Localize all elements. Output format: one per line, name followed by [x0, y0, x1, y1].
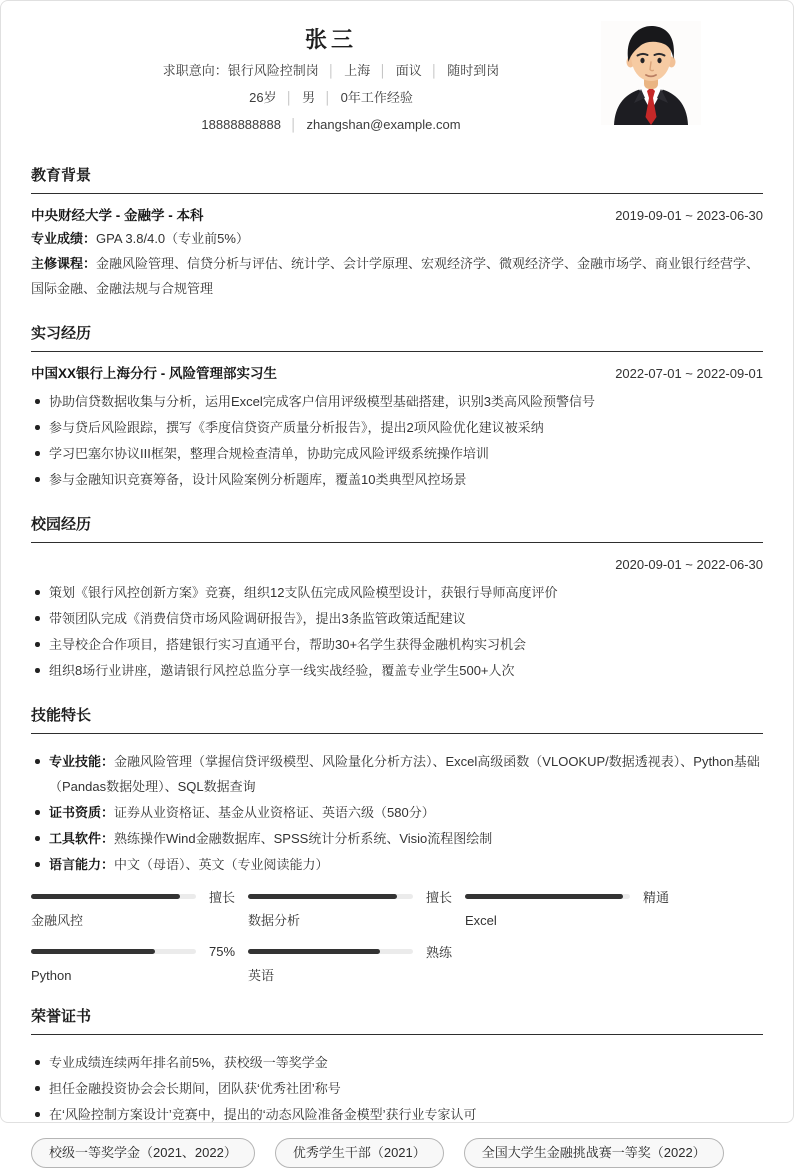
bullet-item	[31, 632, 763, 657]
work-experience-years: 0年工作经验	[340, 90, 413, 105]
bullet-icon	[35, 399, 40, 404]
bullet-text: 参与贷后风险跟踪，撰写《季度信贷资产质量分析报告》，提出2项风险优化建议被采纳	[49, 420, 544, 435]
bullet-text: 组织8场行业讲座，邀请银行风控总监分享一线实战经验，覆盖专业学生500+人次	[49, 663, 515, 678]
skill-level-label: 75%	[209, 943, 236, 959]
bullet-text: 学习巴塞尔协议III框架，整理合规检查清单，协助完成风险评级系统操作培训	[49, 446, 489, 461]
courses-value: 金融风险管理、信贷分析与评估、统计学、会计学原理、宏观经济学、微观经济学、金融市场学、商业银行经营学、国际金融、金融法规与合规管理	[31, 256, 760, 296]
section-skills	[31, 706, 763, 984]
bullet-icon	[35, 862, 40, 867]
skill-bar-fill	[248, 949, 380, 954]
skill-name: 金融风控	[31, 913, 84, 928]
gpa-row	[31, 226, 763, 251]
internship-bullet-list	[31, 389, 763, 492]
skill-bar-fill	[465, 894, 623, 899]
honors-body	[31, 1035, 763, 1168]
skill-bar	[31, 887, 248, 929]
divider-bar: │	[430, 64, 439, 78]
bullet-icon	[35, 590, 40, 595]
bullet-item	[31, 467, 763, 492]
skill-bar-row	[31, 887, 248, 905]
skill-label: 证书资质：	[49, 805, 115, 820]
skill-bar-fill	[248, 894, 397, 899]
bullet-item	[31, 658, 763, 683]
bullet-text: 专业成绩连续两年排名前5%，获校级一等奖学金	[49, 1055, 328, 1070]
header-text-block	[31, 27, 631, 134]
divider-bar: │	[327, 64, 336, 78]
resume-header	[31, 1, 763, 143]
candidate-name: 张三	[304, 27, 357, 52]
campus-entry-head	[31, 555, 763, 575]
skill-bar-fill	[31, 949, 155, 954]
honor-tag-badge: 全国大学生金融挑战赛一等奖（2022）	[464, 1138, 724, 1168]
bullet-item	[31, 826, 763, 851]
honor-tags	[31, 1138, 763, 1168]
bullet-item	[31, 749, 763, 799]
skill-name: Python	[31, 968, 72, 983]
bullet-text: 担任金融投资协会会长期间，团队获‘优秀社团’称号	[49, 1081, 341, 1096]
age: 26岁	[249, 90, 277, 105]
skill-text: 中文（母语）、英文（专业阅读能力）	[114, 857, 329, 872]
honor-tag-badge: 优秀学生干部（2021）	[275, 1138, 444, 1168]
gpa-value: GPA 3.8/4.0（专业前5%）	[96, 231, 249, 246]
skills-bullet-list	[31, 749, 763, 877]
internship-date-range: 2022-07-01 ~ 2022-09-01	[615, 366, 763, 381]
skill-level-label: 擅长	[209, 889, 236, 905]
bullet-icon	[35, 477, 40, 482]
bullet-text: 在‘风险控制方案设计’竞赛中，提出的‘动态风险准备金模型’获行业专家认可	[49, 1107, 477, 1122]
skill-text: 证券从业资格证、基金从业资格证、英语六级（580分）	[114, 805, 435, 820]
bullet-item	[31, 1076, 763, 1101]
bullet-icon	[35, 1060, 40, 1065]
bullet-icon	[35, 1112, 40, 1117]
skill-bar-track	[465, 894, 630, 899]
bullet-text: 协助信贷数据收集与分析，运用Excel完成客户信用评级模型基础搭建，识别3类高风险预警信号	[49, 394, 596, 409]
skill-bar	[248, 887, 465, 929]
education-entry-head	[31, 206, 763, 226]
section-title-internship: 实习经历	[31, 324, 763, 352]
skill-level-label: 擅长	[426, 889, 453, 905]
bullet-item	[31, 441, 763, 466]
skill-bar-track	[248, 894, 413, 899]
campus-body	[31, 543, 763, 683]
divider-bar: │	[289, 118, 298, 132]
avatar-illustration	[601, 21, 701, 125]
skill-bars-grid	[31, 887, 763, 984]
skill-label: 工具软件：	[49, 831, 115, 846]
skill-bar	[465, 887, 682, 929]
bullet-text: 带领团队完成《消费信贷市场风险调研报告》，提出3条监管政策适配建议	[49, 611, 466, 626]
bullet-icon	[35, 451, 40, 456]
personal-info-line	[31, 89, 631, 107]
skill-bar-row	[248, 887, 465, 905]
skill-bar-track	[248, 949, 413, 954]
phone-number: 18888888888	[201, 117, 281, 132]
campus-bullet-list	[31, 580, 763, 683]
divider-bar: │	[379, 64, 387, 78]
bullet-item	[31, 389, 763, 414]
bullet-item	[31, 800, 763, 825]
skill-bar-track	[31, 949, 196, 954]
section-education	[31, 166, 763, 301]
email-address: zhangshan@example.com	[306, 117, 461, 132]
skill-name: 英语	[248, 968, 275, 983]
skill-name: 数据分析	[248, 913, 301, 928]
bullet-item	[31, 415, 763, 440]
skill-label: 语言能力：	[49, 857, 115, 872]
section-title-skills: 技能特长	[31, 706, 763, 734]
divider-bar: │	[324, 91, 332, 105]
divider-bar: │	[285, 91, 294, 105]
section-title-campus: 校园经历	[31, 515, 763, 543]
bullet-text: 策划《银行风控创新方案》竞赛，组织12支队伍完成风险模型设计，获银行导师高度评价	[49, 585, 558, 600]
skill-name: Excel	[465, 913, 497, 928]
section-internship	[31, 324, 763, 492]
education-date-range: 2019-09-01 ~ 2023-06-30	[615, 208, 763, 223]
job-intent-line	[31, 62, 631, 80]
section-honors	[31, 1007, 763, 1168]
job-city: 上海	[344, 63, 371, 78]
availability: 随时到岗	[447, 63, 500, 78]
bullet-icon	[35, 425, 40, 430]
internship-entry-head	[31, 364, 763, 384]
skill-level-label: 精通	[643, 889, 670, 905]
bullet-icon	[35, 810, 40, 815]
school-degree: 中央财经大学 - 金融学 - 本科	[31, 208, 204, 223]
bullet-item	[31, 580, 763, 605]
courses-label: 主修课程：	[31, 256, 97, 271]
gender: 男	[302, 90, 316, 105]
honors-bullet-list	[31, 1050, 763, 1127]
section-title-education: 教育背景	[31, 166, 763, 194]
skill-bar	[248, 942, 465, 984]
bullet-item	[31, 1102, 763, 1127]
section-title-honors: 荣誉证书	[31, 1007, 763, 1035]
skill-text: 金融风险管理（掌握信贷评级模型、风险量化分析方法）、Excel高级函数（VLOOKUP/数据透视表）、Python基础（Pandas数据处理）、SQL数据查询	[49, 754, 760, 794]
skill-bar-row	[465, 887, 682, 905]
bullet-item	[31, 1050, 763, 1075]
skill-level-label: 熟练	[426, 944, 453, 960]
bullet-text: 主导校企合作项目，搭建银行实习直通平台，帮助30+名学生获得金融机构实习机会	[49, 637, 527, 652]
honor-tag-badge: 校级一等奖学金（2021、2022）	[31, 1138, 255, 1168]
education-body	[31, 194, 763, 301]
internship-company-role: 中国XX银行上海分行 - 风险管理部实习生	[31, 366, 278, 381]
section-campus	[31, 515, 763, 683]
avatar-photo	[601, 21, 701, 125]
bullet-item	[31, 852, 763, 877]
skill-bar-fill	[31, 894, 180, 899]
skill-text: 熟练操作Wind金融数据库、SPSS统计分析系统、Visio流程图绘制	[114, 831, 493, 846]
skill-bar-track	[31, 894, 196, 899]
bullet-icon	[35, 836, 40, 841]
bullet-icon	[35, 668, 40, 673]
salary-expectation: 面议	[395, 63, 422, 78]
bullet-item	[31, 606, 763, 631]
bullet-text: 参与金融知识竞赛筹备，设计风险案例分析题库，覆盖10类典型风控场景	[49, 472, 467, 487]
internship-body	[31, 352, 763, 492]
skills-body	[31, 734, 763, 984]
gpa-label: 专业成绩：	[31, 231, 97, 246]
skill-bar-row	[248, 942, 465, 960]
skill-bar-row	[31, 942, 248, 960]
courses-row	[31, 251, 763, 301]
bullet-icon	[35, 1086, 40, 1091]
bullet-icon	[35, 616, 40, 621]
bullet-icon	[35, 642, 40, 647]
job-intent: 求职意向：银行风险控制岗	[162, 63, 319, 78]
campus-date-range: 2020-09-01 ~ 2022-06-30	[615, 557, 763, 572]
contact-line	[31, 116, 631, 134]
skill-label: 专业技能：	[49, 754, 115, 769]
bullet-icon	[35, 759, 40, 764]
skill-bar	[31, 942, 248, 984]
